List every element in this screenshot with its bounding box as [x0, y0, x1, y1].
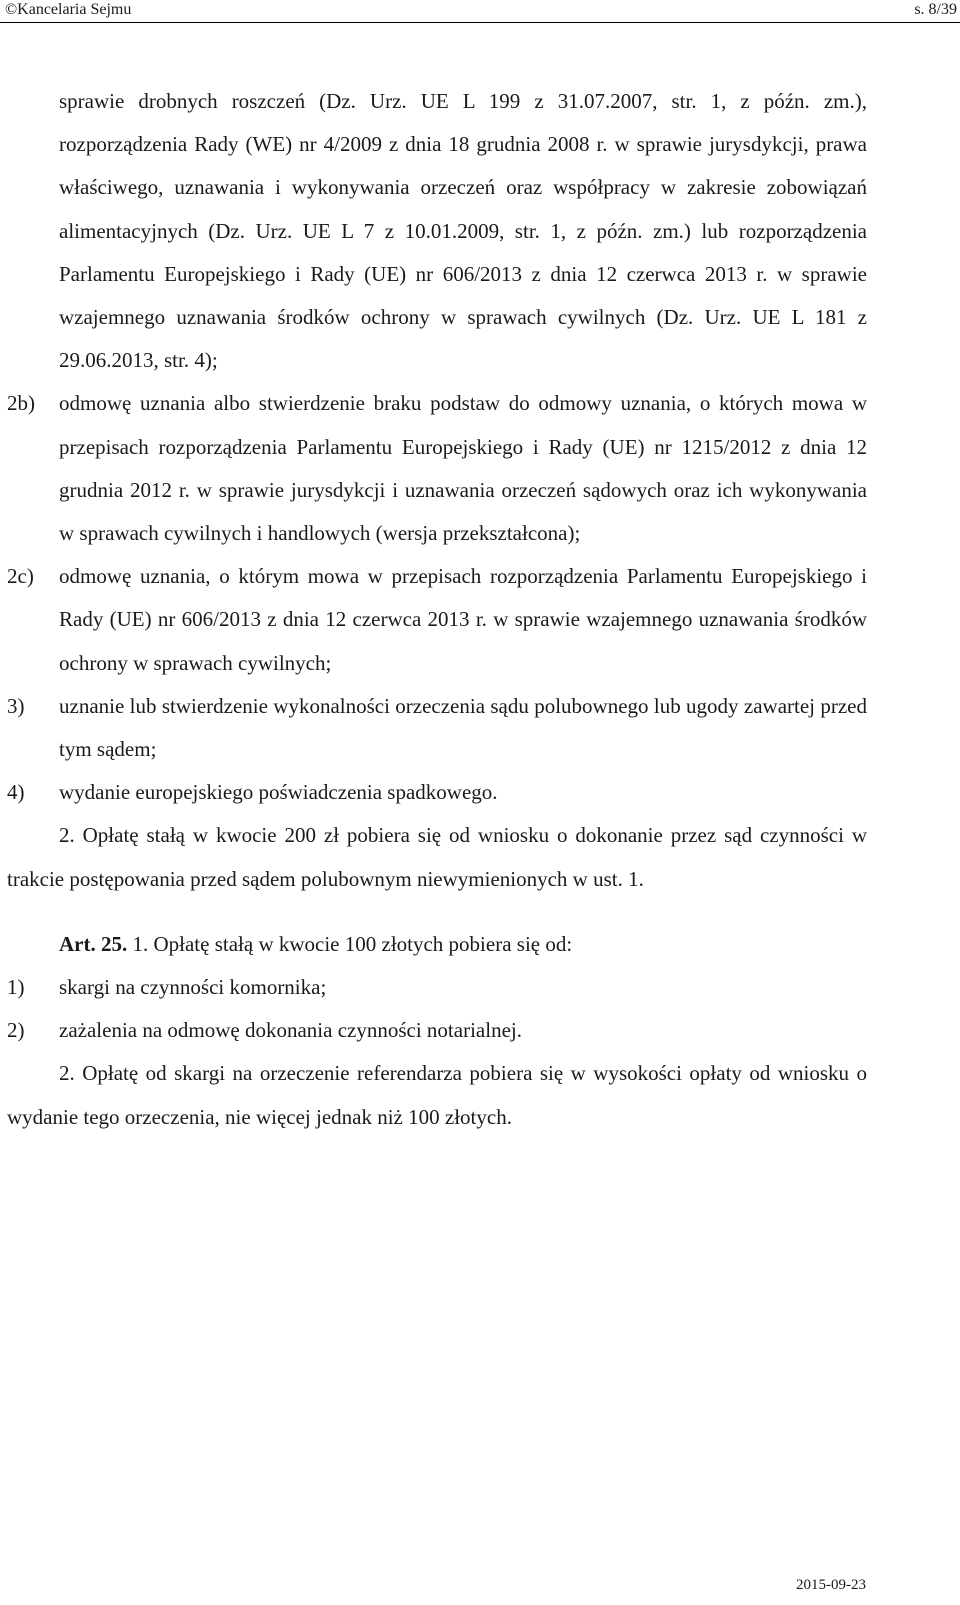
list-item-text: skargi na czynności komornika; — [59, 975, 327, 1000]
document-body — [0, 80, 960, 1139]
list-item-number: 3) — [7, 693, 25, 718]
list-item-text: uznanie lub stwierdzenie wykonalności orzeczenia sądu polubownego lub ugody zawartej przed tym sądem; — [59, 693, 867, 762]
list-item-3 — [0, 685, 867, 771]
article-text: 1. Opłatę stałą w kwocie 100 złotych pobiera się od: — [127, 931, 573, 956]
spacer — [0, 901, 960, 923]
header-divider — [0, 22, 960, 23]
copyright-label: ©Kancelaria Sejmu — [5, 1, 132, 18]
list-item-2c — [0, 555, 867, 685]
page-number: s. 8/39 — [914, 1, 957, 18]
list-item-2b — [0, 382, 867, 555]
list-item-number: 2c) — [7, 564, 34, 589]
list-item-text: zażalenia na odmowę dokonania czynności notarialnej. — [59, 1018, 522, 1043]
list-item-4 — [0, 771, 867, 814]
list-item-number: 1) — [7, 975, 25, 1000]
article-item-1 — [0, 966, 867, 1009]
page-header — [0, 0, 960, 24]
article-item-2 — [0, 1009, 867, 1052]
list-item-number: 2b) — [7, 391, 35, 416]
paragraph-3: 2. Opłatę od skargi na orzeczenie referendarza pobiera się w wysokości opłaty od wniosku o wydanie tego orzeczenia, nie więcej jednak niż 100 złotych. — [7, 1061, 867, 1129]
list-item-number: 2) — [7, 1018, 25, 1043]
article-25 — [0, 923, 867, 966]
list-item-text: odmowę uznania, o którym mowa w przepisach rozporządzenia Parlamentu Europejskiego i Rady (UE) nr 606/2013 z dnia 12 czerwca 2013 r. w sprawie wzajemnego uznawania środków ochrony w sprawach cywilnych; — [59, 564, 867, 675]
footer-date: 2015-09-23 — [796, 1577, 866, 1593]
list-item-text: wydanie europejskiego poświadczenia spadkowego. — [59, 780, 498, 805]
article-label: Art. 25. — [59, 931, 128, 956]
continuation-paragraph: sprawie drobnych roszczeń (Dz. Urz. UE L 199 z 31.07.2007, str. 1, z późn. zm.), rozporządzenia Rady (WE) nr 4/2009 z dnia 18 grudnia 2008 r. w sprawie jurysdykcji, prawa właściwego, uznawania i wykonywania orzeczeń oraz współpracy w zakresie zobowiązań alimentacyjnych (Dz. Urz. UE L 7 z 10.01.2009, str. 1, z późn. zm.) lub rozporządzenia Parlamentu Europejskiego i Rady (UE) nr 606/2013 z dnia 12 czerwca 2013 r. w sprawie wzajemnego uznawania środków ochrony w sprawach cywilnych (Dz. Urz. UE L 181 z 29.06.2013, str. 4); — [59, 89, 867, 373]
paragraph-2: 2. Opłatę stałą w kwocie 200 zł pobiera się od wniosku o dokonanie przez sąd czynności w trakcie postępowania przed sądem polubownym niewymienionych w ust. 1. — [7, 823, 867, 891]
list-item-text: odmowę uznania albo stwierdzenie braku podstaw do odmowy uznania, o których mowa w przepisach rozporządzenia Parlamentu Europejskiego i Rady (UE) nr 1215/2012 z dnia 12 grudnia 2012 r. w sprawie jurysdykcji i uznawania orzeczeń sądowych oraz ich wykonywania w sprawach cywilnych i handlowych (wersja przekształcona); — [59, 391, 867, 546]
list-item-number: 4) — [7, 780, 25, 805]
